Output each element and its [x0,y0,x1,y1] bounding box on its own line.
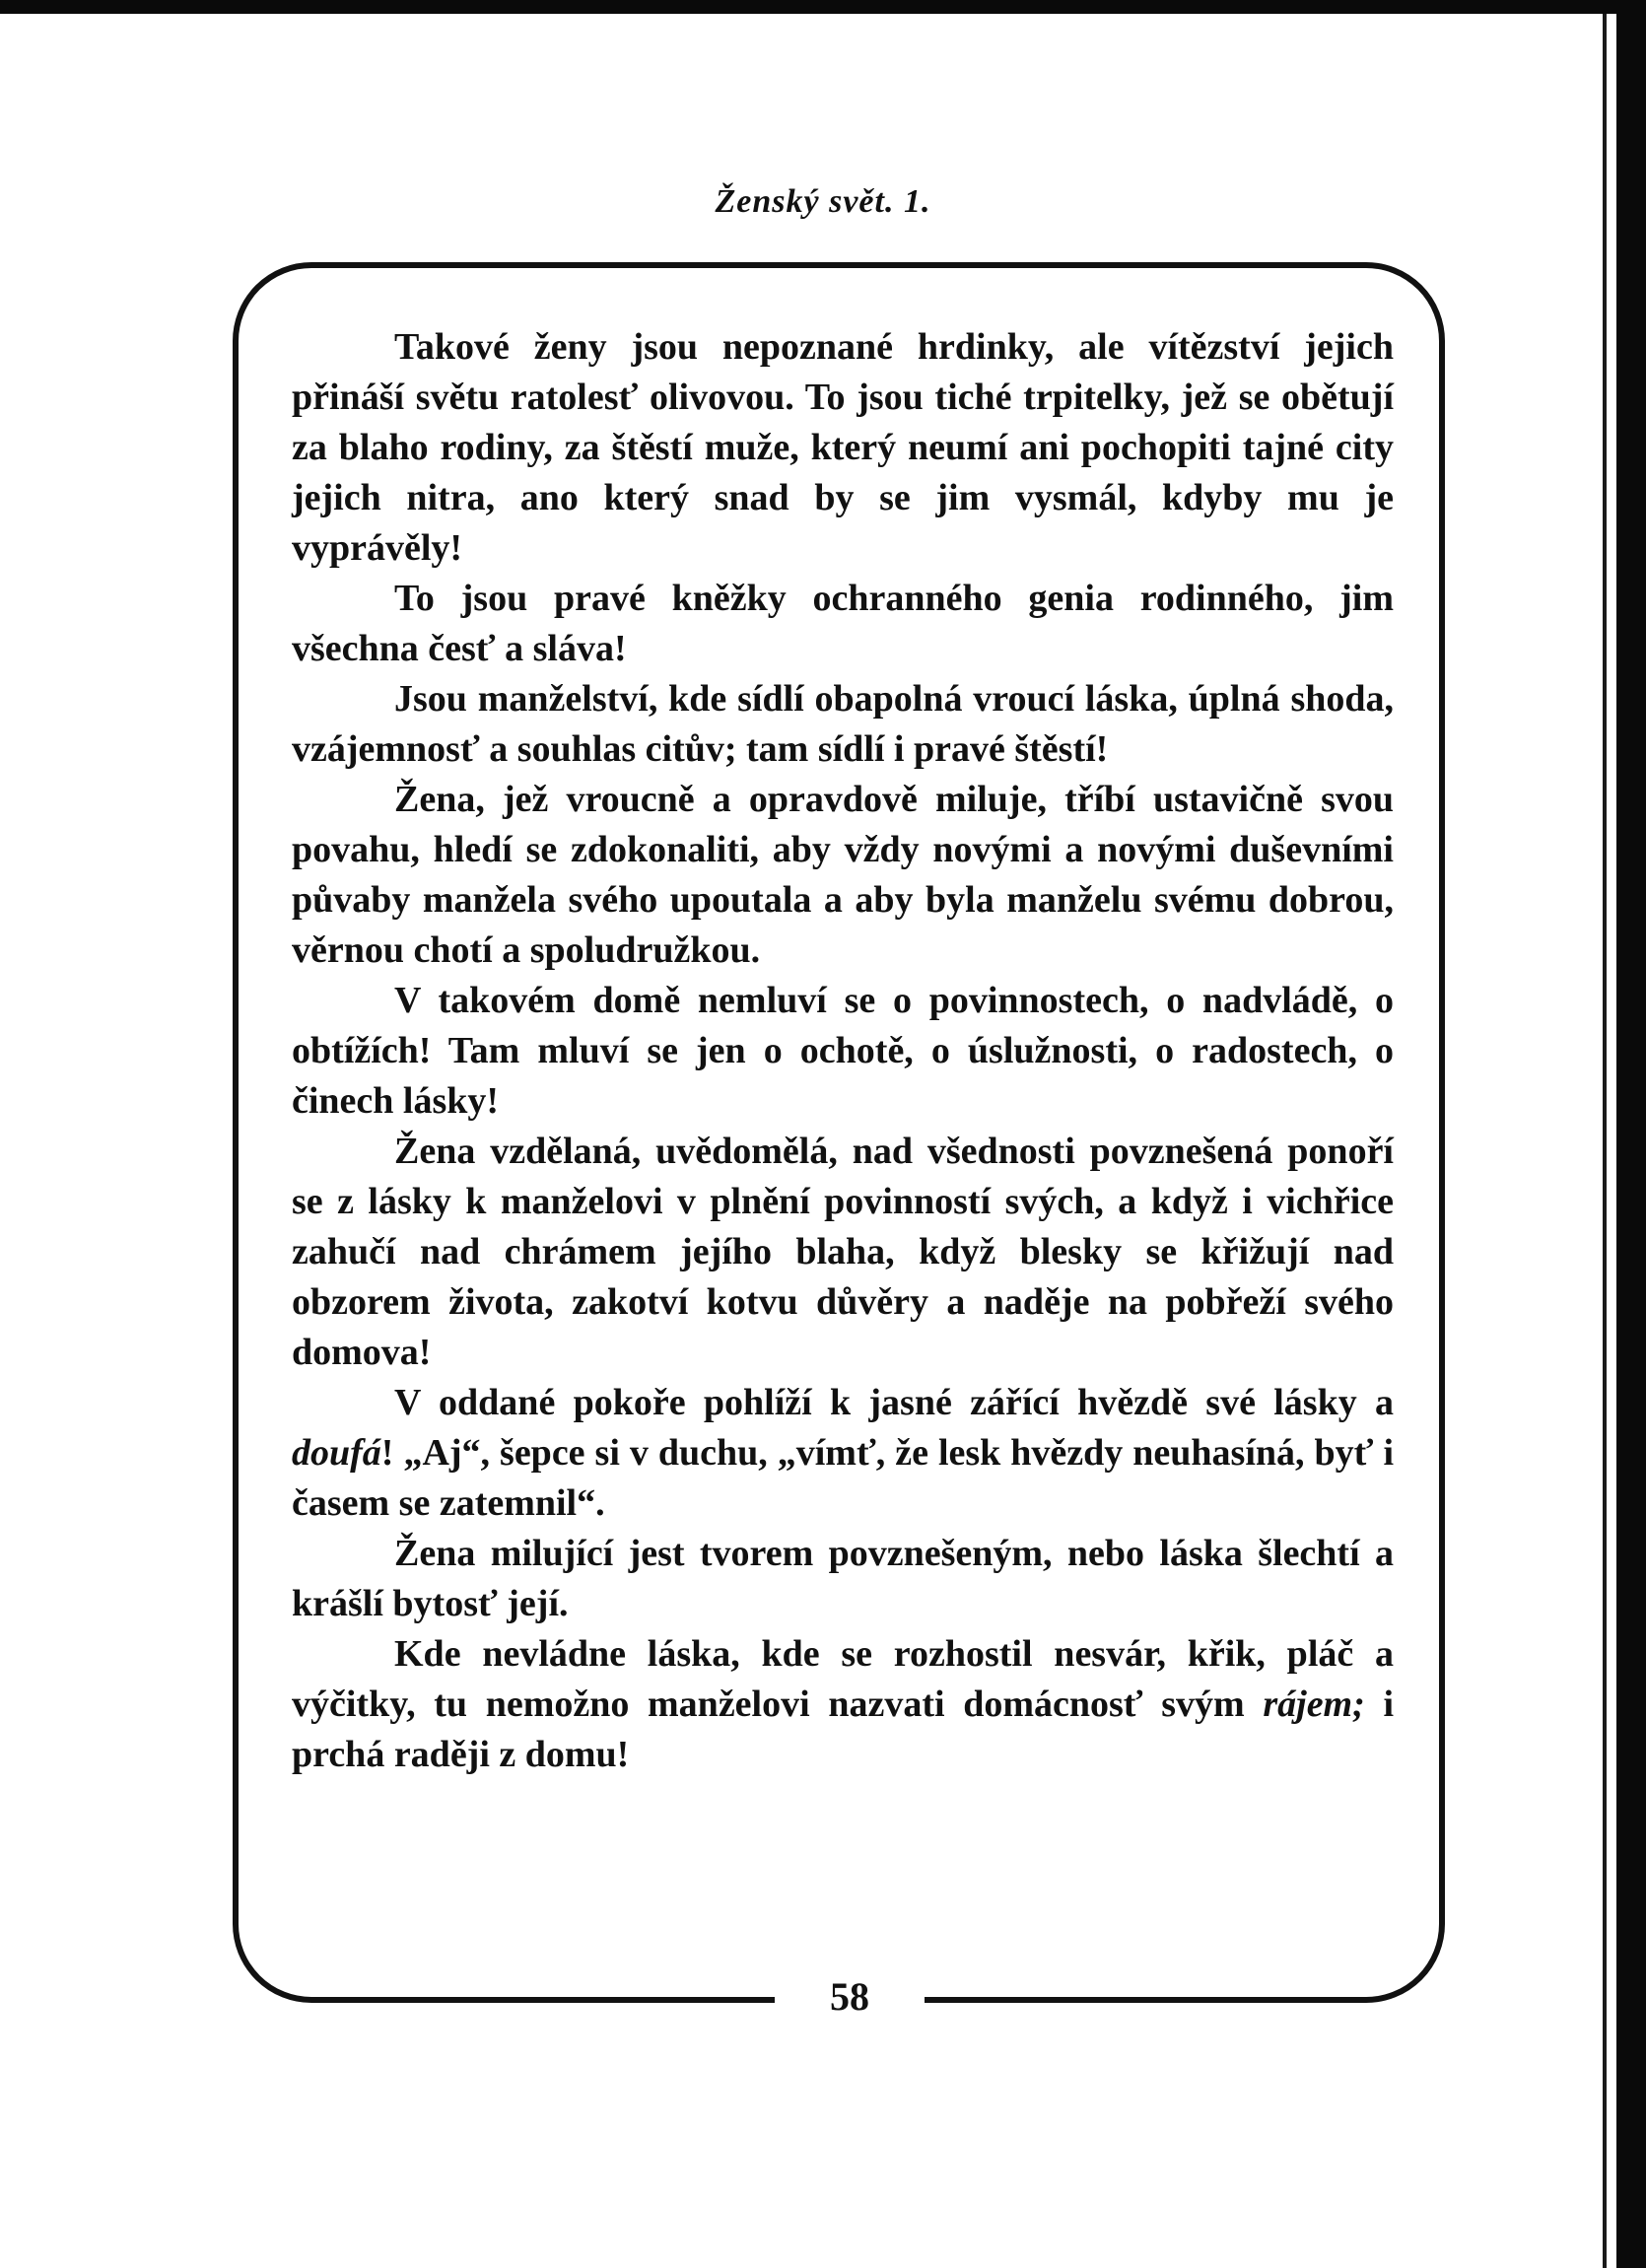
running-title: Ženský svět. 1. [715,183,931,220]
text-run: ! „Aj“, šepce si v duchu, „vímť, že lesk hvězdy neuhasíná, byť i časem se zatemnil“. [292,1432,1394,1524]
paragraph: Takové ženy jsou nepoznané hrdinky, ale vítězství jejich přináší světu ratolesť olivovou. To jsou tiché trpitelky, jež se obětují za blaho rodiny, za štěstí muže, který neumí ani pochopiti tajné city jejich nitra, ano který snad by se jim vysmál, kdyby mu je vyprávěly! [292,326,1394,569]
scan-edge-top [0,0,1646,14]
paragraph: Žena, jež vroucně a opravdově miluje, tříbí ustavičně svou povahu, hledí se zdokonaliti, aby vždy novými a novými duševními půvaby manžela svého upoutala a aby byla manželu svému dobrou, věrnou chotí a spoludružkou. [292,779,1394,971]
text-run: Kde nevládne láska, kde se rozhostil nesvár, křik, pláč a výčitky, tu nemožno manželovi nazvati domácnosť svým [292,1633,1394,1725]
paragraph [292,1629,1394,1780]
scan-edge-right [1616,0,1646,2268]
scan-edge-line [1603,14,1607,2268]
paragraph [292,1378,1394,1529]
paragraph: To jsou pravé kněžky ochranného genia rodinného, jim všechna česť a sláva! [292,578,1394,669]
paragraph: Jsou manželství, kde sídlí obapolná vroucí láska, úplná shoda, vzájemnosť a souhlas citův; tam sídlí i pravé štěstí! [292,678,1394,770]
text-run: i prchá raději z domu! [292,1684,1394,1775]
italic-emphasis: doufá [292,1432,381,1474]
page-number: 58 [830,1974,869,2019]
paragraph: V takovém domě nemluví se o povinnostech, o nadvládě, o obtížích! Tam mluví se jen o ochotě, o úslužnosti, o radostech, o činech lásky! [292,980,1394,1122]
text-run: V oddané pokoře pohlíží k jasné zářící hvězdě své lásky a [394,1382,1394,1423]
italic-emphasis: rájem; [1263,1684,1365,1725]
body-text [292,322,1394,1780]
paragraph: Žena milující jest tvorem povznešeným, nebo láska šlechtí a krášlí bytosť její. [292,1533,1394,1624]
paragraph: Žena vzdělaná, uvědomělá, nad všednosti povznešená ponoří se z lásky k manželovi v plnění povinností svých, a když i vichřice zahučí nad chrámem jejího blaha, když blesky se křižují nad obzorem života, zakotví kotvu důvěry a naděje na pobřeží svého domova! [292,1131,1394,1373]
scan-edge-gap [1611,14,1616,2268]
